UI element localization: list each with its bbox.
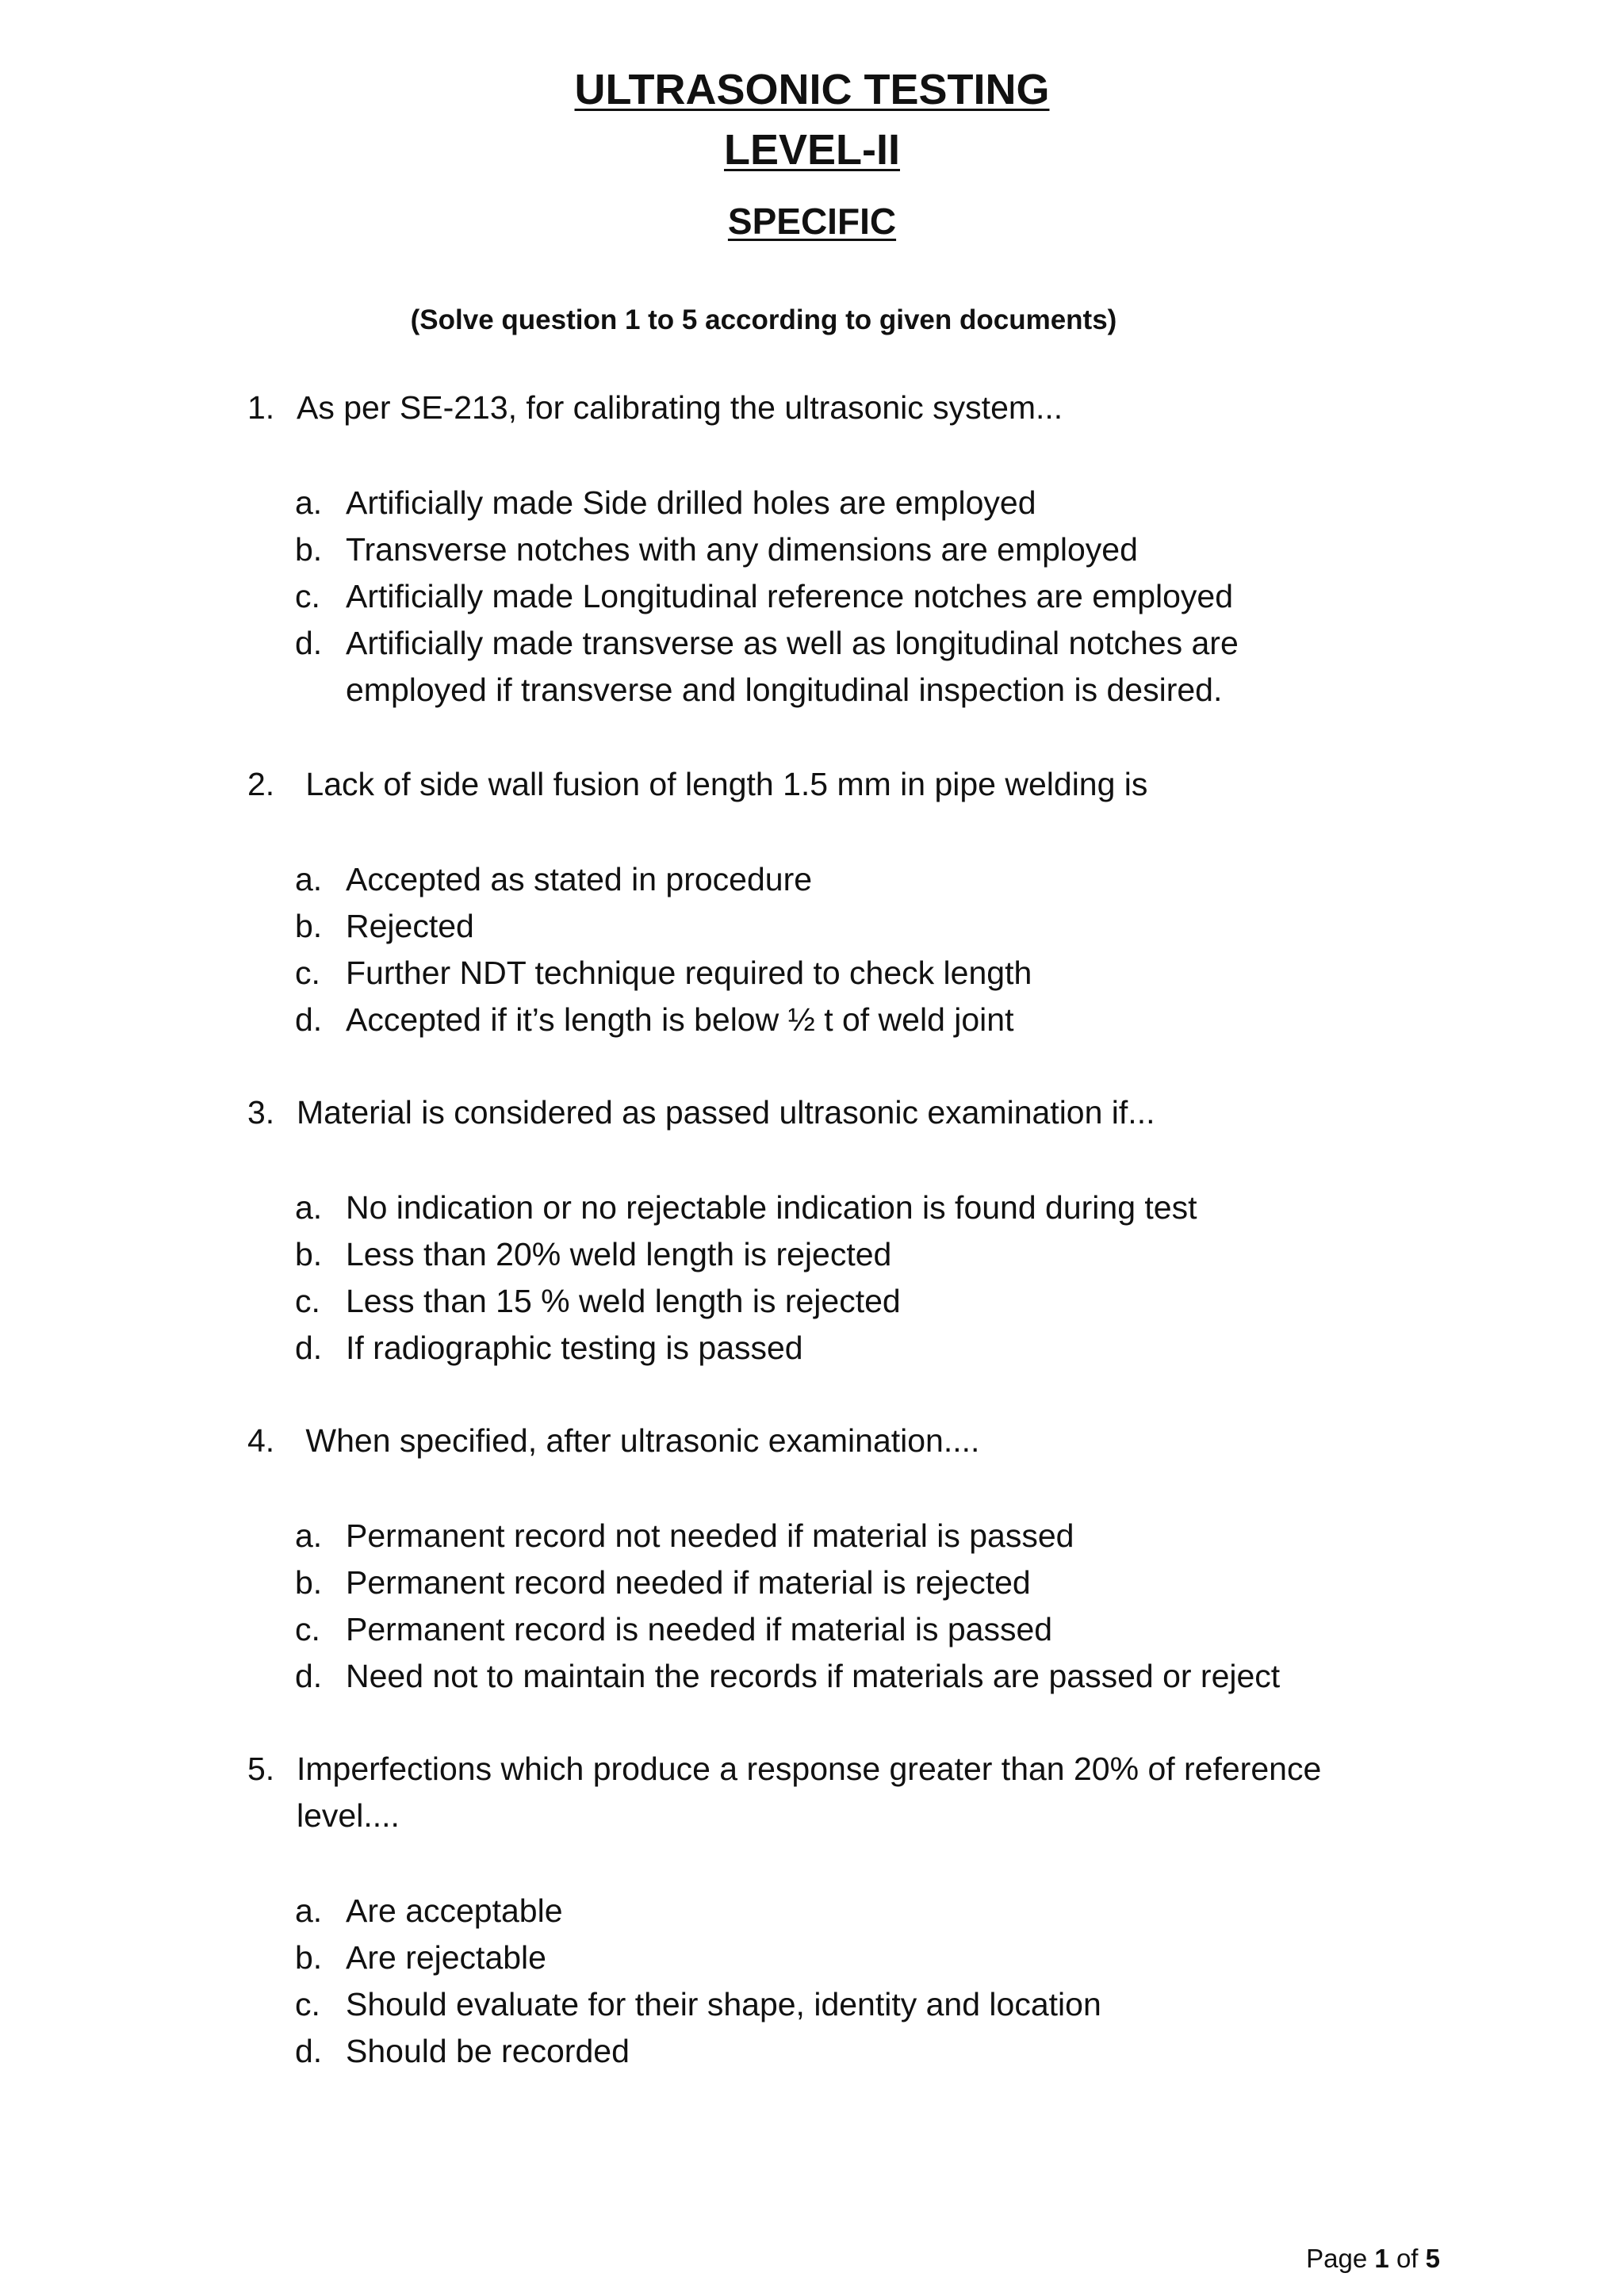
question-text: Material is considered as passed ultrasonic examination if...	[297, 1094, 1155, 1131]
question-text: Imperfections which produce a response greater than 20% of reference level....	[297, 1751, 1322, 1834]
option-letter: a.	[295, 1892, 323, 1929]
option-text: Are rejectable	[346, 1939, 546, 1976]
option-letter: b.	[295, 1236, 323, 1272]
option-text: Accepted as stated in procedure	[346, 861, 813, 897]
option-text: Need not to maintain the records if materials are passed or reject	[346, 1658, 1281, 1694]
question-number: 2.	[247, 766, 275, 802]
page-total: 5	[1425, 2244, 1440, 2273]
option-letter: c.	[295, 1283, 320, 1319]
option-letter: d.	[295, 1658, 323, 1694]
option-text: Transverse notches with any dimensions are employed	[346, 531, 1138, 568]
option-text: Less than 15 % weld length is rejected	[346, 1283, 901, 1319]
option-text: Should evaluate for their shape, identity and location	[346, 1986, 1101, 2022]
question-number: 3.	[247, 1094, 275, 1131]
option-text: Artificially made Side drilled holes are employed	[346, 484, 1036, 521]
option-letter: d.	[295, 1330, 323, 1366]
option-letter: c.	[295, 1986, 320, 2022]
instruction-text: (Solve question 1 to 5 according to given documents)	[410, 304, 1117, 335]
option-text: Artificially made transverse as well as longitudinal notches are employed if transverse and longitudinal inspection is desired.	[346, 625, 1239, 708]
option-text: If radiographic testing is passed	[346, 1330, 803, 1366]
option-letter: a.	[295, 484, 323, 521]
option-letter: a.	[295, 861, 323, 897]
option-text: No indication or no rejectable indication is found during test	[346, 1189, 1197, 1226]
option-text: Rejected	[346, 908, 474, 944]
document-level: LEVEL-II	[723, 126, 900, 174]
option-text: Accepted if it’s length is below ½ t of weld joint	[346, 1001, 1014, 1038]
question-number: 4.	[247, 1422, 275, 1459]
option-letter: b.	[295, 1564, 323, 1601]
option-text: Artificially made Longitudinal reference notches are employed	[346, 578, 1234, 614]
option-letter: b.	[295, 908, 323, 944]
document-subtitle: SPECIFIC	[727, 201, 897, 242]
page-current: 1	[1374, 2244, 1389, 2273]
question-text: As per SE-213, for calibrating the ultrasonic system...	[297, 389, 1063, 426]
option-letter: a.	[295, 1517, 323, 1554]
question-text: Lack of side wall fusion of length 1.5 mm in pipe welding is	[297, 766, 1148, 802]
option-letter: c.	[295, 578, 320, 614]
question-text: When specified, after ultrasonic examination....	[297, 1422, 980, 1459]
option-text: Should be recorded	[346, 2033, 630, 2069]
option-text: Less than 20% weld length is rejected	[346, 1236, 892, 1272]
page-label: Page	[1306, 2244, 1368, 2273]
option-letter: d.	[295, 2033, 323, 2069]
option-text: Are acceptable	[346, 1892, 563, 1929]
option-letter: b.	[295, 1939, 323, 1976]
option-letter: d.	[295, 1001, 323, 1038]
page-number-footer	[1253, 2244, 1440, 2274]
question-number: 1.	[247, 389, 275, 426]
option-letter: d.	[295, 625, 323, 661]
question-number: 5.	[247, 1751, 275, 1787]
option-text: Permanent record not needed if material is passed	[346, 1517, 1074, 1554]
option-letter: a.	[295, 1189, 323, 1226]
option-text: Permanent record needed if material is rejected	[346, 1564, 1031, 1601]
page-of: of	[1396, 2244, 1419, 2273]
option-letter: c.	[295, 955, 320, 991]
option-letter: c.	[295, 1611, 320, 1647]
document-title: ULTRASONIC TESTING	[574, 66, 1050, 113]
option-text: Further NDT technique required to check length	[346, 955, 1032, 991]
option-letter: b.	[295, 531, 323, 568]
option-text: Permanent record is needed if material is passed	[346, 1611, 1053, 1647]
